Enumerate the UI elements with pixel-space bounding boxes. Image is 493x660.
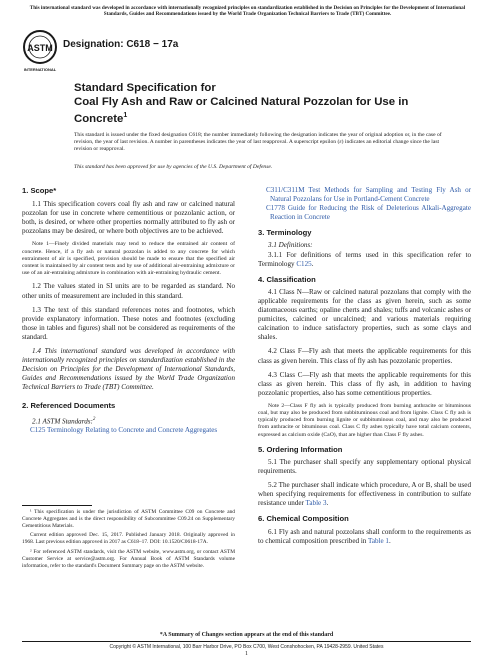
ref-c311-code[interactable]: C311/C311M [266, 186, 305, 194]
footnote-2: ² For referenced ASTM standards, visit the ASTM website, www.astm.org, or contact ASTM Customer Service at service@astm.org. For Annual Book of ASTM Standards volume information, refer to the standard's Document Summary page on the ASTM website. [22, 548, 235, 569]
para-4-2: 4.2 Class F—Fly ash that meets the applicable requirements for this class as given herein. This class of fly ash has pozzolanic properties. [258, 347, 471, 365]
para-5-2: 5.2 The purchaser shall indicate which procedure, A or B, shall be used when specifying requirements for effectiveness in contribution to sulfate resistance under Table 3. [258, 481, 471, 508]
para-4-1: 4.1 Class N—Raw or calcined natural pozzolans that comply with the applicable requirements for the class as given herein, such as some diatomaceous earths; opaline cherts and shales; tuffs and volcanic ashes or pumicites, calcined or uncalcined; and various materials requiring calcination to induce satisfactory properties, such as some clays and shales. [258, 287, 471, 342]
footer-rule [22, 641, 471, 642]
section-3-heading: 3. Terminology [258, 228, 312, 238]
para-5-2-text: 5.2 The purchaser shall indicate which procedure, A or B, shall be used when specifying requirements for effectiveness in contribution to sulfate resistance under [258, 481, 471, 508]
section-4-heading: 4. Classification [258, 274, 316, 284]
para-5-1: 5.1 The purchaser shall specify any supplementary optional physical requirements. [258, 457, 471, 476]
title-line-2 [74, 95, 454, 126]
svg-text:ASTM: ASTM [27, 43, 53, 53]
top-notice: This international standard was developed in accordance with internationally recognized principles on standardization established in the Decision on Principles for the Development of International Standards, Guides and Recommendations issued by the World Trade Organization Technical Barriers to Trade (TBT) Committee. [29, 5, 466, 18]
designation: Designation: C618 − 17a [63, 39, 179, 50]
astm-logo [22, 29, 58, 75]
footnote-2-mark: 2 [92, 416, 96, 422]
section-5-heading: 5. Ordering Information [258, 444, 343, 454]
svg-text:INTERNATIONAL: INTERNATIONAL [23, 67, 57, 72]
ref-c1778-title: Guide for Reducing the Risk of Deleterious Alkali-Aggregate Reaction in Concrete [270, 204, 471, 222]
table-1-link[interactable]: Table 1 [368, 536, 389, 545]
section-6-heading: 6. Chemical Composition [258, 514, 349, 524]
para-6-1-text: 6.1 Fly ash and natural pozzolans shall conform to the requirements as to chemical composition prescribed in [258, 527, 471, 545]
title-footnote-mark: 1 [123, 112, 128, 119]
ref-c311-title: Test Methods for Sampling and Testing Fly Ash or Natural Pozzolans for Use in Portland-Cement Concrete [270, 186, 471, 204]
approval-note: This standard has been approved for use by agencies of the U.S. Department of Defense. [74, 164, 273, 170]
right-column [258, 186, 471, 546]
page-number: 1 [245, 651, 248, 657]
ref-c125-code[interactable]: C125 [30, 426, 46, 435]
para-3-1-1: 3.1.1 For definitions of terms used in this specification refer to Terminology C125. [258, 250, 471, 268]
para-1-1: 1.1 This specification covers coal fly ash and raw or calcined natural pozzolan for use in concrete where cementitious or pozzolanic action, or both, is desired, or where other properties normally attributed to fly ash or pozzolans may be desired, or where both objectives are to be achieved. [22, 200, 235, 236]
para-2-1 [22, 415, 235, 426]
section-2-heading: 2. Referenced Documents [22, 400, 116, 410]
ref-c311[interactable] [258, 186, 471, 204]
title-line-1: Standard Specification for [74, 82, 216, 94]
para-6-1: 6.1 Fly ash and natural pozzolans shall conform to the requirements as to chemical composition prescribed in Table 1. [258, 527, 471, 545]
table-3-link[interactable]: Table 3 [305, 499, 327, 508]
para-1-2: 1.2 The values stated in SI units are to be regarded as standard. No other units of measurement are included in this standard. [22, 282, 235, 300]
note-1: Note 1—Finely divided materials may tend to reduce the entrained air content of concrete. Hence, if a fly ash or natural pozzolan is added to any concrete for which entrainment of air is specified, provision should be made to ensure that the specified air content is maintained by air content tests and by use of additional air-entraining admixture or use of an air-entraining admixture in combination with air-entraining hydraulic cement. [22, 241, 235, 277]
copyright-line: Copyright © ASTM International, 100 Barr Harbor Drive, PO Box C700, West Conshohocken, PA 19428-2959. United States [109, 644, 384, 650]
para-1-4: 1.4 This international standard was developed in accordance with internationally recognized principles on standardization established in the Decision on Principles for the Development of International Standards, Guides and Recommendations issued by the World Trade Organization Technical Barriers to Trade (TBT) Committee. [22, 347, 235, 392]
ref-c125-title: Terminology Relating to Concrete and Concrete Aggregates [45, 426, 218, 435]
para-3-1: 3.1 Definitions: [268, 241, 313, 250]
footnote-1: ¹ This specification is under the jurisdiction of ASTM Committee C09 on Concrete and Concrete Aggregates and is the direct responsibility of Subcommittee C09.24 on Supplementary Cementitious Materials. [22, 509, 235, 529]
footnotes [22, 509, 235, 569]
title-text: Coal Fly Ash and Raw or Calcined Natural Pozzolan for Use in Concrete [74, 96, 409, 125]
ref-c125[interactable] [22, 426, 235, 435]
footnote-1b: Current edition approved Dec. 15, 2017. Published January 2018. Originally approved in 1968. Last previous edition approved in 2017 as C618–17. DOI: 10.1520/C0618-17A. [22, 532, 235, 546]
note-2: Note 2—Class F fly ash is typically produced from burning anthracite or bituminous coal, but may also be produced from subbituminous coal and from lignite. Class C fly ash is typically produced from burning lignite or subbituminous coal, and may also be produced from anthracite or bituminous coal. Class C fly ashes typically have total calcium contents, expressed as calcium oxide (CaO), that are higher than Class F fly ashes. [258, 402, 471, 438]
intro-paragraph: This standard is issued under the fixed designation C618; the number immediately following the designation indicates the year of original adoption or, in the case of revision, the year of last revision. A number in parentheses indicates the year of last reapproval. A superscript epsilon (ε) indicates an editorial change since the last revision or reapproval. [74, 132, 442, 152]
ref-c125-link[interactable]: C125 [296, 259, 312, 268]
footnote-rule [22, 505, 92, 506]
para-1-3: 1.3 The text of this standard references notes and footnotes, which provide explanatory information. These notes and footnotes (excluding those in tables and figures) shall not be considered as requirements of the standard. [22, 305, 235, 341]
left-column [22, 186, 235, 435]
document-title [74, 81, 454, 126]
para-3-1-1-text: 3.1.1 For definitions of terms used in this specification refer to Terminology [258, 250, 471, 268]
ref-c1778-code[interactable]: C1778 [266, 204, 285, 213]
ref-c1778[interactable] [258, 204, 471, 222]
para-4-3: 4.3 Class C—Fly ash that meets the applicable requirements for this class as given herein. This class of fly ash, in addition to having pozzolanic properties, also has some cementitious properties. [258, 370, 471, 397]
para-2-1-text: 2.1 ASTM Standards: [32, 416, 93, 425]
summary-of-changes-note: *A Summary of Changes section appears at the end of this standard [159, 632, 334, 638]
section-1-heading: 1. Scope* [22, 186, 57, 195]
